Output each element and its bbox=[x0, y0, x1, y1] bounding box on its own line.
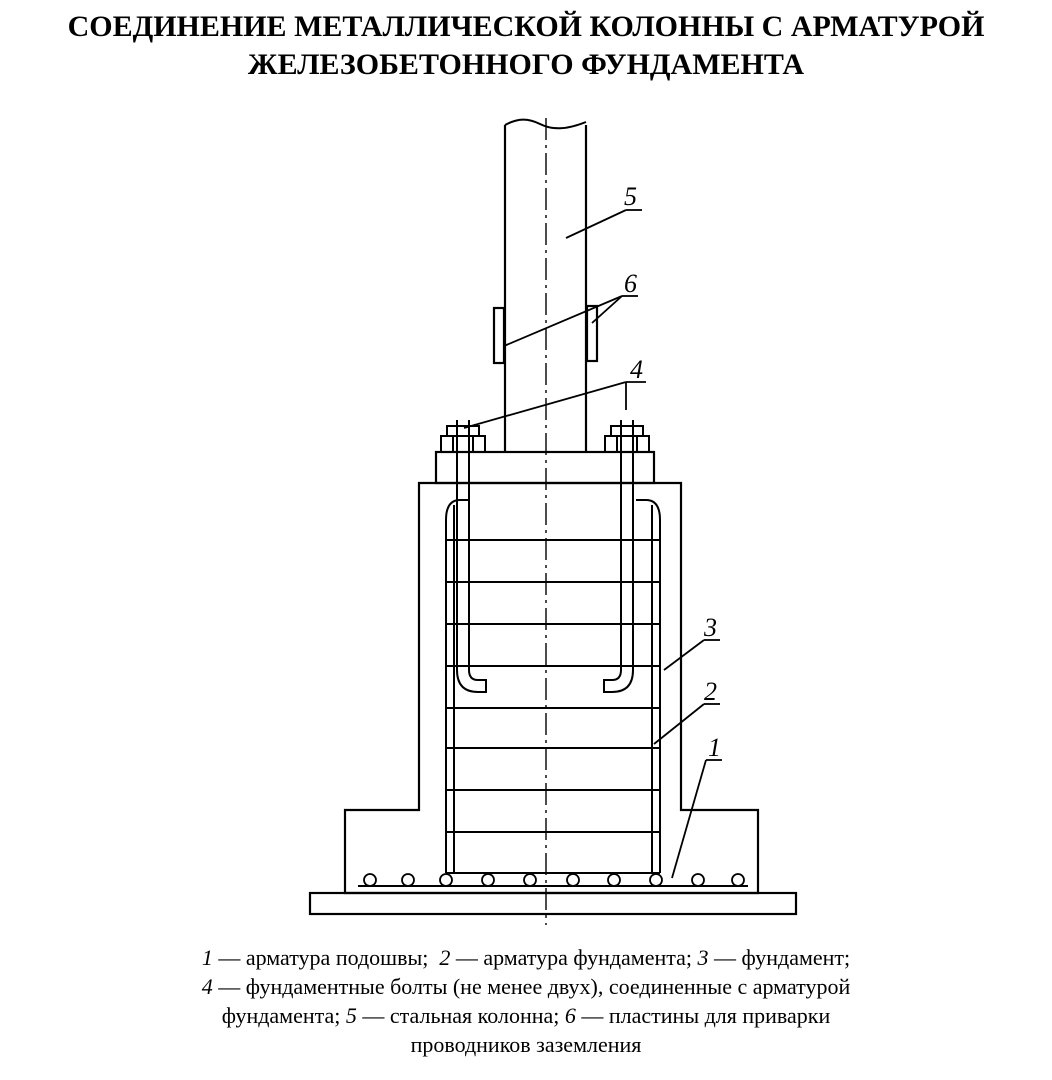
callout-1: 1 bbox=[708, 733, 721, 762]
title-line-2: ЖЕЛЕЗОБЕТОННОГО ФУНДАМЕНТА bbox=[247, 48, 805, 81]
grounding-plate-right bbox=[587, 306, 597, 361]
callout-3: 3 bbox=[704, 613, 717, 642]
anchor-bolt-right bbox=[604, 420, 649, 692]
callout-5: 5 bbox=[624, 182, 637, 211]
legend-5-text: — стальная колонна; bbox=[356, 1003, 560, 1028]
legend-6-text: — пластины для приварки bbox=[575, 1003, 831, 1028]
legend-3-text: — фундамент; bbox=[708, 945, 851, 970]
legend-2-num: 2 bbox=[439, 945, 451, 970]
legend-line-4 bbox=[0, 1030, 1052, 1059]
base-slab bbox=[310, 893, 796, 914]
legend-5-num: 5 bbox=[345, 1003, 357, 1028]
legend-line-2 bbox=[0, 972, 1052, 1001]
legend-1-text: — арматура подошвы; bbox=[212, 945, 429, 970]
legend bbox=[0, 943, 1052, 1059]
legend-2-text: — арматура фундамента; bbox=[450, 945, 693, 970]
legend-6-cont: проводников заземления bbox=[410, 1032, 642, 1057]
legend-4-num: 4 bbox=[201, 974, 213, 999]
legend-4-cont: фундамента; bbox=[221, 1003, 341, 1028]
callout-4: 4 bbox=[630, 355, 643, 384]
anchor-bolt-left bbox=[441, 420, 486, 692]
legend-line-3 bbox=[0, 1001, 1052, 1030]
leader-lines bbox=[464, 210, 722, 878]
rebar-sections bbox=[364, 874, 744, 886]
callout-2: 2 bbox=[704, 677, 717, 706]
title-line-1: СОЕДИНЕНИЕ МЕТАЛЛИЧЕСКОЙ КОЛОННЫ С АРМАТУРОЙ bbox=[67, 10, 985, 43]
legend-line-1 bbox=[0, 943, 1052, 972]
legend-4-text: — фундаментные болты (не менее двух), соединенные с арматурой bbox=[212, 974, 851, 999]
legend-1-num: 1 bbox=[201, 945, 213, 970]
legend-3-num: 3 bbox=[697, 945, 709, 970]
callout-6: 6 bbox=[624, 269, 637, 298]
grounding-plate-left bbox=[494, 308, 504, 363]
legend-6-num: 6 bbox=[564, 1003, 576, 1028]
